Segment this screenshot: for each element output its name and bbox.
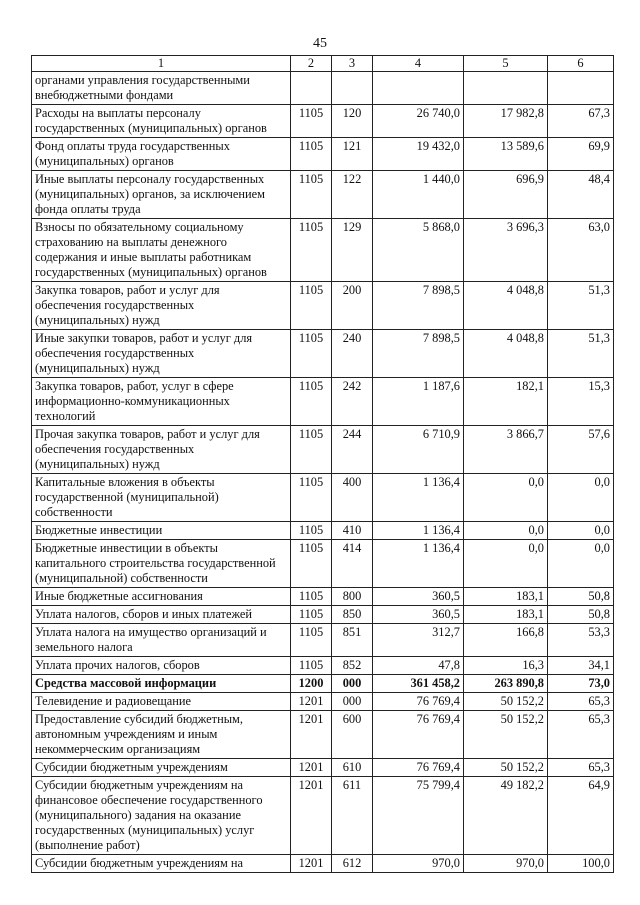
table-row xyxy=(32,606,614,624)
cell-section: 1201 xyxy=(291,855,332,873)
cell-section: 1201 xyxy=(291,711,332,759)
cell-code: 612 xyxy=(332,855,373,873)
cell-actual: 696,9 xyxy=(464,171,548,219)
cell-code: 122 xyxy=(332,171,373,219)
cell-actual: 3 696,3 xyxy=(464,219,548,282)
cell-percent: 64,9 xyxy=(548,777,614,855)
cell-actual: 4 048,8 xyxy=(464,282,548,330)
cell-plan: 7 898,5 xyxy=(373,330,464,378)
cell-code: 129 xyxy=(332,219,373,282)
cell-actual: 4 048,8 xyxy=(464,330,548,378)
cell-actual: 50 152,2 xyxy=(464,759,548,777)
column-header-name: 1 xyxy=(32,56,291,72)
table-row xyxy=(32,759,614,777)
cell-percent: 65,3 xyxy=(548,711,614,759)
cell-code: 244 xyxy=(332,426,373,474)
cell-percent: 73,0 xyxy=(548,675,614,693)
cell-actual: 17 982,8 xyxy=(464,105,548,138)
cell-section: 1105 xyxy=(291,624,332,657)
cell-percent: 50,8 xyxy=(548,606,614,624)
table-row xyxy=(32,378,614,426)
cell-name: Субсидии бюджетным учреждениям на финансовое обеспечение государственного (муниципального) задания на оказание государственных (муниципальных) услуг (выполнение работ) xyxy=(32,777,291,855)
cell-plan: 361 458,2 xyxy=(373,675,464,693)
cell-code: 240 xyxy=(332,330,373,378)
cell-percent: 15,3 xyxy=(548,378,614,426)
cell-code: 410 xyxy=(332,522,373,540)
cell-actual: 183,1 xyxy=(464,588,548,606)
cell-section: 1105 xyxy=(291,657,332,675)
cell-section: 1200 xyxy=(291,675,332,693)
cell-plan: 7 898,5 xyxy=(373,282,464,330)
cell-section: 1105 xyxy=(291,426,332,474)
cell-name: Уплата налога на имущество организаций и земельного налога xyxy=(32,624,291,657)
cell-percent: 51,3 xyxy=(548,330,614,378)
table-row xyxy=(32,219,614,282)
cell-name: Капитальные вложения в объекты государственной (муниципальной) собственности xyxy=(32,474,291,522)
cell-actual: 183,1 xyxy=(464,606,548,624)
column-header-percent: 6 xyxy=(548,56,614,72)
cell-plan: 76 769,4 xyxy=(373,693,464,711)
cell-actual: 13 589,6 xyxy=(464,138,548,171)
cell-plan: 26 740,0 xyxy=(373,105,464,138)
table-row xyxy=(32,138,614,171)
cell-percent: 65,3 xyxy=(548,693,614,711)
cell-name: Иные закупки товаров, работ и услуг для обеспечения государственных (муниципальных) нужд xyxy=(32,330,291,378)
cell-plan: 360,5 xyxy=(373,606,464,624)
cell-plan: 75 799,4 xyxy=(373,777,464,855)
cell-percent xyxy=(548,72,614,105)
cell-section: 1105 xyxy=(291,606,332,624)
cell-percent: 50,8 xyxy=(548,588,614,606)
table-row xyxy=(32,540,614,588)
cell-percent: 0,0 xyxy=(548,522,614,540)
cell-code: 414 xyxy=(332,540,373,588)
cell-plan: 5 868,0 xyxy=(373,219,464,282)
column-header-section: 2 xyxy=(291,56,332,72)
cell-name: Бюджетные инвестиции в объекты капитального строительства государственной (муниципальной) собственности xyxy=(32,540,291,588)
cell-plan: 360,5 xyxy=(373,588,464,606)
cell-name: Иные бюджетные ассигнования xyxy=(32,588,291,606)
cell-code: 000 xyxy=(332,693,373,711)
table-row xyxy=(32,855,614,873)
table-row xyxy=(32,330,614,378)
cell-plan: 1 136,4 xyxy=(373,474,464,522)
cell-actual: 49 182,2 xyxy=(464,777,548,855)
cell-actual: 970,0 xyxy=(464,855,548,873)
cell-actual: 182,1 xyxy=(464,378,548,426)
cell-actual: 0,0 xyxy=(464,522,548,540)
cell-section: 1105 xyxy=(291,138,332,171)
cell-plan: 312,7 xyxy=(373,624,464,657)
cell-actual: 16,3 xyxy=(464,657,548,675)
table-row xyxy=(32,105,614,138)
cell-plan: 1 187,6 xyxy=(373,378,464,426)
cell-section: 1105 xyxy=(291,105,332,138)
cell-name: Бюджетные инвестиции xyxy=(32,522,291,540)
cell-actual: 263 890,8 xyxy=(464,675,548,693)
cell-percent: 67,3 xyxy=(548,105,614,138)
cell-name: Прочая закупка товаров, работ и услуг для обеспечения государственных (муниципальных) нужд xyxy=(32,426,291,474)
cell-name: органами управления государственными внебюджетными фондами xyxy=(32,72,291,105)
cell-name: Иные выплаты персоналу государственных (муниципальных) органов, за исключением фонда оплаты труда xyxy=(32,171,291,219)
table-row xyxy=(32,657,614,675)
table-row xyxy=(32,171,614,219)
cell-name: Закупка товаров, работ и услуг для обеспечения государственных (муниципальных) нужд xyxy=(32,282,291,330)
cell-code: 000 xyxy=(332,675,373,693)
cell-name: Взносы по обязательному социальному страхованию на выплаты денежного содержания и иные выплаты работникам государственных (муниципальных) органов xyxy=(32,219,291,282)
cell-actual xyxy=(464,72,548,105)
cell-percent: 48,4 xyxy=(548,171,614,219)
cell-section: 1201 xyxy=(291,693,332,711)
cell-name: Фонд оплаты труда государственных (муниципальных) органов xyxy=(32,138,291,171)
cell-name: Предоставление субсидий бюджетным, автономным учреждениям и иным некоммерческим организациям xyxy=(32,711,291,759)
cell-plan: 76 769,4 xyxy=(373,759,464,777)
cell-section: 1105 xyxy=(291,474,332,522)
table-row xyxy=(32,588,614,606)
cell-code: 200 xyxy=(332,282,373,330)
cell-code: 600 xyxy=(332,711,373,759)
cell-section: 1105 xyxy=(291,522,332,540)
table-row xyxy=(32,282,614,330)
table-row xyxy=(32,522,614,540)
cell-percent: 51,3 xyxy=(548,282,614,330)
cell-plan: 47,8 xyxy=(373,657,464,675)
cell-actual: 50 152,2 xyxy=(464,693,548,711)
cell-code: 120 xyxy=(332,105,373,138)
cell-percent: 34,1 xyxy=(548,657,614,675)
cell-plan: 1 136,4 xyxy=(373,540,464,588)
cell-name: Субсидии бюджетным учреждениям xyxy=(32,759,291,777)
cell-plan: 970,0 xyxy=(373,855,464,873)
column-header-code: 3 xyxy=(332,56,373,72)
table-body xyxy=(32,72,614,873)
table-row xyxy=(32,675,614,693)
table-header-row xyxy=(32,56,614,72)
cell-percent: 100,0 xyxy=(548,855,614,873)
cell-name: Субсидии бюджетным учреждениям на xyxy=(32,855,291,873)
cell-name: Уплата налогов, сборов и иных платежей xyxy=(32,606,291,624)
cell-name: Расходы на выплаты персоналу государственных (муниципальных) органов xyxy=(32,105,291,138)
cell-percent: 57,6 xyxy=(548,426,614,474)
column-header-actual: 5 xyxy=(464,56,548,72)
cell-code: 610 xyxy=(332,759,373,777)
cell-code: 851 xyxy=(332,624,373,657)
cell-code: 242 xyxy=(332,378,373,426)
cell-code: 850 xyxy=(332,606,373,624)
cell-percent: 65,3 xyxy=(548,759,614,777)
table-row xyxy=(32,777,614,855)
cell-plan: 1 440,0 xyxy=(373,171,464,219)
cell-plan xyxy=(373,72,464,105)
cell-code xyxy=(332,72,373,105)
cell-code: 121 xyxy=(332,138,373,171)
table-row xyxy=(32,426,614,474)
cell-name: Средства массовой информации xyxy=(32,675,291,693)
cell-actual: 0,0 xyxy=(464,474,548,522)
table-row xyxy=(32,711,614,759)
table-row xyxy=(32,693,614,711)
cell-percent: 0,0 xyxy=(548,474,614,522)
cell-section: 1105 xyxy=(291,171,332,219)
cell-section: 1105 xyxy=(291,330,332,378)
cell-percent: 63,0 xyxy=(548,219,614,282)
cell-plan: 76 769,4 xyxy=(373,711,464,759)
cell-section: 1105 xyxy=(291,540,332,588)
table-row xyxy=(32,474,614,522)
cell-section: 1105 xyxy=(291,588,332,606)
cell-code: 611 xyxy=(332,777,373,855)
cell-actual: 3 866,7 xyxy=(464,426,548,474)
table-row xyxy=(32,72,614,105)
page-number: 45 xyxy=(313,36,327,51)
cell-actual: 0,0 xyxy=(464,540,548,588)
cell-section xyxy=(291,72,332,105)
cell-section: 1201 xyxy=(291,777,332,855)
budget-table xyxy=(31,55,614,873)
cell-actual: 50 152,2 xyxy=(464,711,548,759)
cell-name: Уплата прочих налогов, сборов xyxy=(32,657,291,675)
column-header-plan: 4 xyxy=(373,56,464,72)
cell-code: 852 xyxy=(332,657,373,675)
cell-plan: 1 136,4 xyxy=(373,522,464,540)
cell-section: 1105 xyxy=(291,219,332,282)
cell-name: Закупка товаров, работ, услуг в сфере информационно-коммуникационных технологий xyxy=(32,378,291,426)
cell-section: 1105 xyxy=(291,378,332,426)
cell-code: 400 xyxy=(332,474,373,522)
cell-plan: 19 432,0 xyxy=(373,138,464,171)
cell-plan: 6 710,9 xyxy=(373,426,464,474)
cell-actual: 166,8 xyxy=(464,624,548,657)
cell-percent: 69,9 xyxy=(548,138,614,171)
cell-section: 1201 xyxy=(291,759,332,777)
table-row xyxy=(32,624,614,657)
cell-code: 800 xyxy=(332,588,373,606)
cell-percent: 0,0 xyxy=(548,540,614,588)
cell-percent: 53,3 xyxy=(548,624,614,657)
cell-section: 1105 xyxy=(291,282,332,330)
cell-name: Телевидение и радиовещание xyxy=(32,693,291,711)
